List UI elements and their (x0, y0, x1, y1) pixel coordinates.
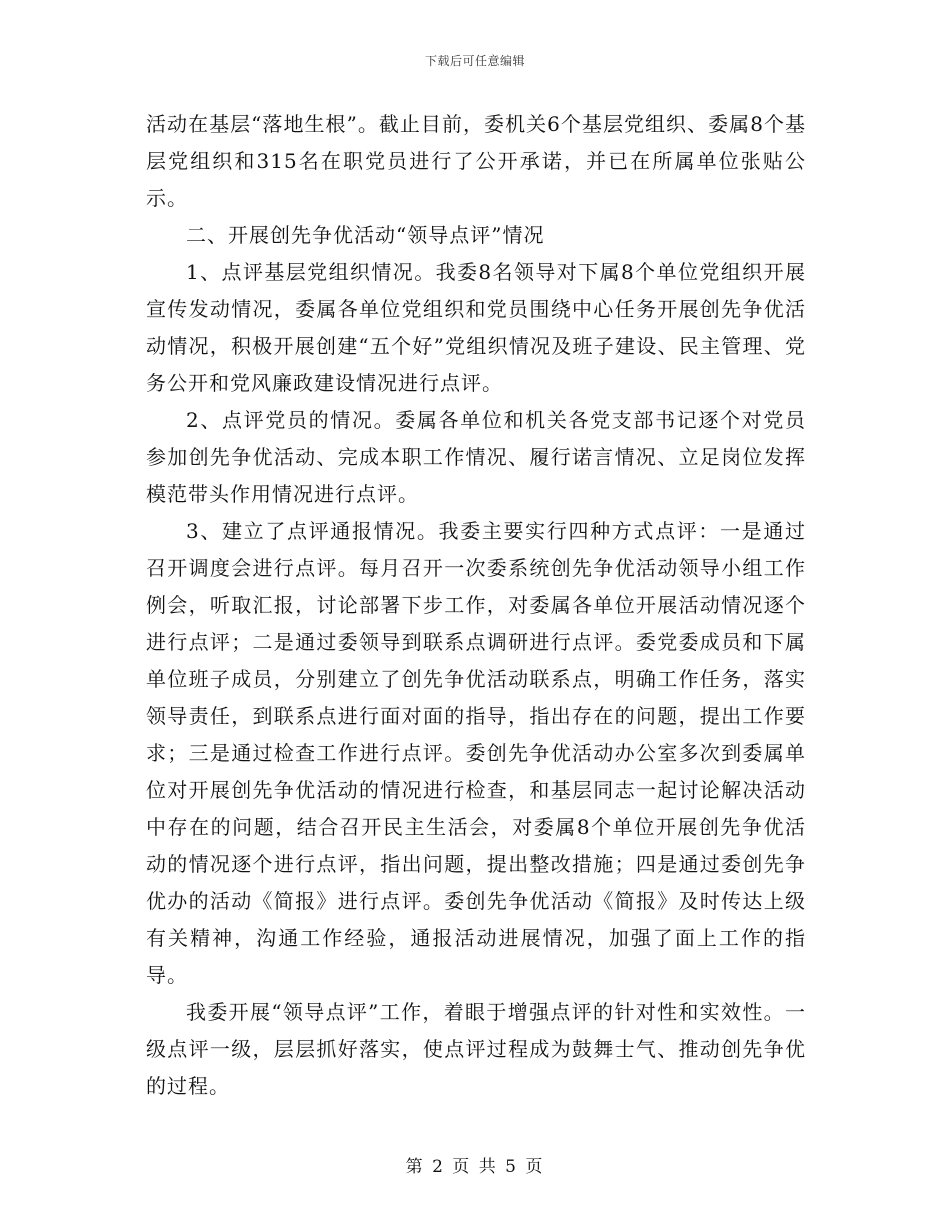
paragraph-item-1: 1、点评基层党组织情况。我委8名领导对下属8个单位党组织开展宣传发动情况，委属各单位党组织和党员围绕中心任务开展创先争优活动情况，积极开展创建“五个好”党组织情况及班子建设、民主管理、党务公开和党风廉政建设情况进行点评。 (146, 260, 806, 395)
paragraph-item-2: 2、点评党员的情况。委属各单位和机关各党支部书记逐个对党员参加创先争优活动、完成本职工作情况、履行诺言情况、立足岗位发挥模范带头作用情况进行点评。 (146, 408, 806, 506)
section-heading: 二、开展创先争优活动“领导点评”情况 (186, 223, 545, 247)
document-body (146, 106, 806, 1105)
page-header: 下载后可任意编辑 (424, 54, 525, 68)
paragraph-item-3: 3、建立了点评通报情况。我委主要实行四种方式点评：一是通过召开调度会进行点评。每月召开一次委系统创先争优活动领导小组工作例会，听取汇报，讨论部署下步工作，对委属各单位开展活动情况逐个进行点评；二是通过委领导到联系点调研进行点评。委党委成员和下属单位班子成员，分别建立了创先争优活动联系点，明确工作任务，落实领导责任，到联系点进行面对面的指导，指出存在的问题，提出工作要求；三是通过检查工作进行点评。委创先争优活动办公室多次到委属单位对开展创先争优活动的情况进行检查，和基层同志一起讨论解决活动中存在的问题，结合召开民主生活会，对委属8个单位开展创先争优活动的情况逐个进行点评，指出问题，提出整改措施；四是通过委创先争优办的活动《简报》进行点评。委创先争优活动《简报》及时传达上级有关精神，沟通工作经验，通报活动进展情况，加强了面上工作的指导。 (146, 519, 806, 987)
paragraph-summary: 我委开展“领导点评”工作，着眼于增强点评的针对性和实效性。一级点评一级，层层抓好落实，使点评过程成为鼓舞士气、推动创先争优的过程。 (146, 1000, 806, 1098)
page-number: 第 2 页 共 5 页 (405, 1157, 545, 1177)
paragraph-continuation: 活动在基层“落地生根”。截止目前，委机关6个基层党组织、委属8个基层党组织和315名在职党员进行了公开承诺，并已在所属单位张贴公示。 (146, 112, 806, 210)
